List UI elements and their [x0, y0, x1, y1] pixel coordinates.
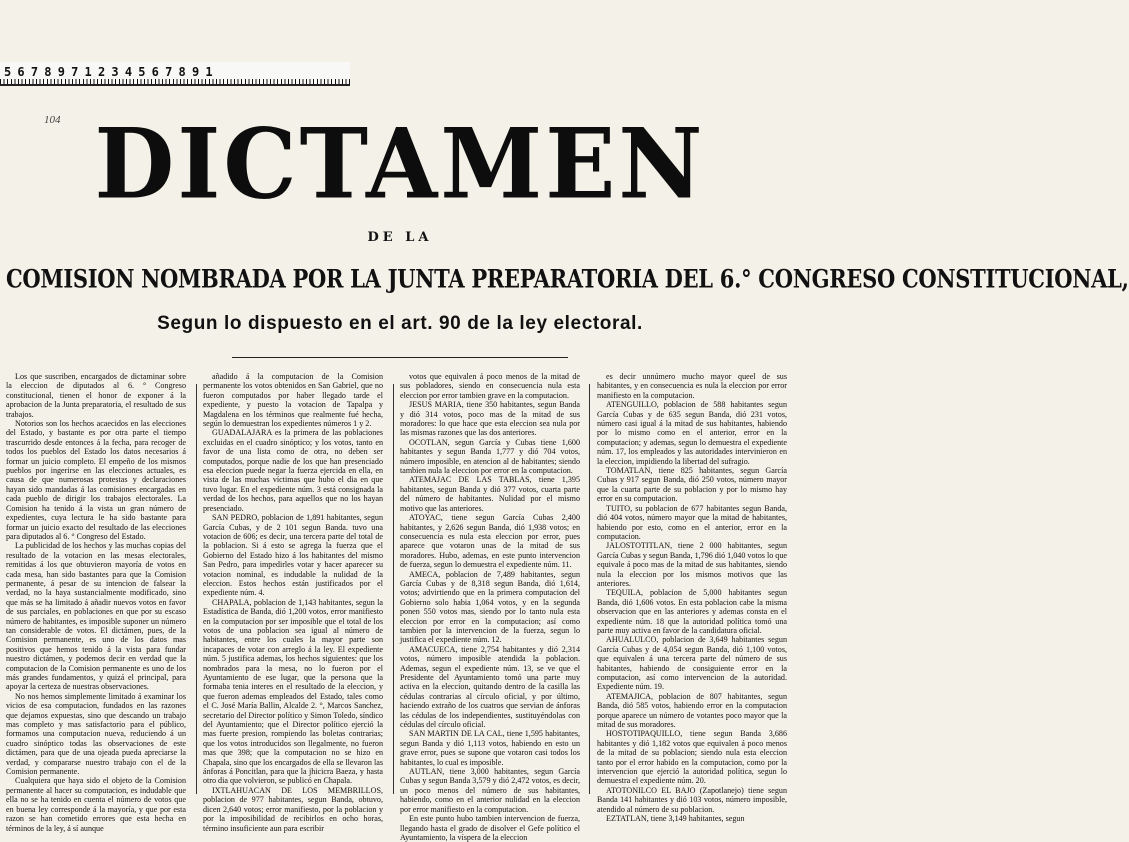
text-column-1	[6, 372, 186, 833]
paragraph: ATOYAC, tiene segun García Cubas 2,400 habitantes, y 2,626 segun Banda, dió 1,938 votos; en consecuencia es nula esta eleccion por error, pues aparece que votaron unas de la mitad de sus moradores. Hubo, ademas, en este punto intervencion de fuerza, segun lo demuestra el expediente núm. 11.	[400, 513, 580, 570]
paragraph: Notorios son los hechos acaecidos en las elecciones del Estado, y bastante es por otra parte el tiempo trascurrido desde entonces á la fecha, para recoger de todos los pueblos del Estado los datos necesarios á formar un juicio completo. El empeño de los mismos pueblos por ingerirse en las elecciones actuales, es causa de que numerosas protestas y declaraciones hayan sido mandadas á las comisiones encargadas en cada pueblo de dirigir los trabajos electorales. La Comision ha tenido á la vista un gran número de expedientes, cuya lectura le ha sido bastante para formar un juicio exacto del resultado de las elecciones para diputados al 6. ° Congreso del Estado.	[6, 419, 186, 541]
paragraph: AUTLAN, tiene 3,000 habitantes, segun García Cubas y segun Banda 3,579 y dió 2,472 votos, es decir, un poco menos del número de sus habitantes, habiendo, como en el anterior nulidad en la eleccion por error manifiesto en la computacion.	[400, 767, 580, 814]
paragraph: La publicidad de los hechos y las muchas copias del resultado de la votacion en las mesas electorales, remitidas á los que obtuvieron mayoría de votos en cada mesa, han sido bastantes para que la Comision permanente, á pesar de su intencion de falsear la verdad, no la haya sustancialmente modificado, sino que más se ha limitado á añadir nuevos votos en favor de sus parciales, en poblaciones en que por su escaso número de habitantes, es imposible suponer un número tan considerable de votos. El dictámen, pues, de la Comision permanente, es uno de los datos mas positivos que hemos tenido á la vista para fundar nuestro dictámen, y podemos decir en verdad que la computacion de la Comision permanente es uno de los más grandes fundamentos, y quizá el principal, para apoyar la certeza de nuestras observaciones.	[6, 541, 186, 692]
paragraph: TOMATLAN, tiene 825 habitantes, segun García Cubas y 917 segun Banda, dió 250 votos, número mayor que la cuarta parte de su poblacion y por lo mismo hay error en su computacion.	[597, 466, 787, 504]
paragraph: SAN PEDRO, poblacion de 1,891 habitantes, segun García Cubas, y de 2 101 segun Banda. tuvo una votacion de 606; es decir, una tercera parte del total de la poblacion. Si á esto se agrega la fuerza que el Gobierno del Estado hizo á los habitantes del mismo San Pedro, para impedirles votar y hacer aparecer su votacion nominal, es indudable la nulidad de la eleccion. Estos hechos están justificados por el expediente núm. 4.	[203, 513, 383, 598]
paragraph: es decir unnúmero mucho mayor queel de sus habitantes, y en consecuencia es nula la eleccion por error manifiesto en la computacion.	[597, 372, 787, 400]
paragraph: OCOTLAN, segun García y Cubas tiene 1,600 habitantes y segun Banda 1,777 y dió 704 votos, número imposible, en atencion al de habitantes; siendo tambien nula la eleccion por error en la computacion.	[400, 437, 580, 476]
paragraph: añadido á la computacion de la Comision permanente los votos obtenidos en San Gabriel, que no fueron computados por haber llegado tarde el expediente, y puesto la votacion de Tapalpa y Magdalena en los términos que realmente fué hecha, según lo demuestran los expedientes números 1 y 2.	[203, 372, 383, 429]
text-body	[6, 372, 792, 842]
header-divider	[232, 357, 568, 358]
paragraph: AHUALULCO, poblacion de 3,649 habitantes segun García Cubas y de 4,054 segun Banda, dió 1,100 votos, que equivalen á una tercera parte del número de sus habitantes, habiendo de consiguiente error en la computacion, así como intervencion de la autoridad. Expediente núm. 19.	[597, 635, 787, 692]
title-connector: DE LA	[367, 230, 433, 245]
text-column-3	[400, 372, 580, 842]
text-column-4	[597, 372, 787, 824]
paragraph: EZTATLAN, tiene 3,149 habitantes, segun	[606, 814, 745, 824]
commission-heading: COMISION NOMBRADA POR LA JUNTA PREPARATORIA DEL 6.° CONGRESO CONSTITUCIONAL,	[6, 263, 1129, 294]
paragraph: ATEMAJICA, poblacion de 807 habitantes, segun Banda, dió 585 votos, habiendo error en la computacion porque aparece un número de votantes poco mayor que la mitad de sus moradores.	[597, 691, 787, 730]
paragraph: JALOSTOTITLAN, tiene 2 000 habitantes, segun García Cubas y segun Banda, 1,796 dió 1,040 votos lo que equivale á poco mas de la mitad de sus habitantes, siendo nula la eleccion por los mismos motivos que las anteriores.	[597, 541, 787, 588]
paragraph: AMECA, poblacion de 7,489 habitantes, segun García Cubas y de 8,318 segun Banda, dió 1,614, votos; advirtiendo que en la primera computacion del Gobierno solo habia 1,064 votos, y en la segunda ponen 550 votos mas, siendo por lo tanto nula esta eleccion por error en la computacion; así como tambien por la intervencion de la fuerza, segun lo justifica el expediente núm. 12.	[400, 569, 580, 645]
paragraph: ATOTONILCO EL BAJO (Zapotlanejo) tiene segun Banda 141 habitantes y dió 103 votos, número imposible, atendido al número de su poblacion.	[597, 785, 787, 814]
paragraph: En este punto hubo tambien intervencion de fuerza, llegando hasta el grado de disolver el Gefe político el Ayuntamiento, la víspera de la eleccion	[400, 814, 580, 842]
document-subtitle: Segun lo dispuesto en el art. 90 de la ley electoral.	[157, 313, 643, 334]
paragraph: No nos hemos simplemente limitado á examinar los vicios de esa computacion, fundados en las razones que dejamos expuestas, sino que descando un trabajo mas completo y mas satisfactorio para el público, formamos una computacion nueva, reduciendo á un cuadro sinóptico todas las observaciones de este dictámen, para que de una ojeada pueda apreciarse la verdad, y compararse nuestro trabajo con el de la Comision permanente.	[6, 691, 186, 777]
paragraph: AMACUECA, tiene 2,754 habitantes y dió 2,314 votos, número imposible atendida la poblacion. Ademas, segun el expediente núm. 13, se ve que el Presidente del Ayuntamiento tomó una parte muy activa en la eleccion, quitando dentro de la casilla las cédulas contrarias al círculo oficial, y por último, haciendo extraño de los cuatros que servian de ánforas las cédulas de los independientes, sustituyéndolas con cédulas del círculo oficial.	[400, 644, 580, 730]
paragraph: TUITO, su poblacion de 677 habitantes segun Banda, dió 404 votos, número mayor que la mitad de habitantes, habiendo por esto, como en el anterior, error en la computacion.	[597, 503, 787, 541]
paragraph: ATEMAJAC DE LAS TABLAS, tiene 1,395 habitantes, segun Banda y dió 377 votos, cuarta parte del número de habitantes. Nulidad por el mismo motivo que las anteriores.	[400, 475, 580, 513]
document-title: DICTAMEN	[94, 107, 706, 221]
paragraph: SAN MARTIN DE LA CAL, tiene 1,595 habitantes, segun Banda y dió 1,113 votos, habiendo en esto un grave error, pues se supone que votaron casi todos los habitantes, lo cual es imposible.	[400, 729, 580, 767]
paragraph: Los que suscriben, encargados de dictaminar sobre la eleccion de diputados al 6. ° Congreso constitucional, tienen el honor de exponer á la aprobacion de la Junta preparatoria, el resultado de sus trabajos.	[6, 372, 186, 419]
measurement-ruler	[0, 62, 350, 86]
paragraph: CHAPALA, poblacion de 1,143 habitantes, segun la Estadística de Banda, dió 1,200 votos, error manifiesto en la computacion por ser imposible que el total de los votos de una poblacion sea igual al número de habitantes, entre los cuales la mayor parte son incapaces de votar con arreglo á la ley. El expediente núm. 5 justifica ademas, los hechos siguientes: que los nombrados para la mesa, no lo fueron por el Ayuntamiento de ese lugar, que la persona que la formaba tenia interes en el resultado de la eleccion, y que fueron ademas empleados del Estado, tales como el C. José María Ballin, Alcalde 2. °, Marcos Sanchez, secretario del Director político y Simon Toledo, síndico del Ayuntamiento; que el Director político ejerció la mas fuerte presion, rompiendo las boletas contrarias; que los votos introducidos son llegalmente, no fueron mas que 398; que la computacion no se hizo en Chapala, sino que los encargados de ella se llevaron las ánforas á Poncitlan, para que la jhicicra Baeza, y hasta otro dia que volvieron, se publicó en Chapala.	[203, 597, 384, 786]
paragraph: votos que equivalen á poco menos de la mitad de sus pobladores, siendo en consecuencia nula esta eleccion por error tambien grave en la computacion.	[400, 372, 580, 400]
paragraph: ATENGUILLO, poblacion de 588 habitantes segun García Cubas y de 635 segun Banda, dió 231 votos, número casi igual á la mitad de sus habitantes, habiendo por lo mismo como en el anterior, error en la computacion; y ademas, segun lo demuestra el expediente núm. 17, los empleados y las autoridades intervinieron en la eleccion, impidiendo la libertad del sufragio.	[597, 400, 787, 466]
paragraph: Cualquiera que haya sido el objeto de la Comision permanente al hacer su computacion, es indudable que ella no se ha tenido en cuenta el número de votos que en buena ley corresponde á la mayoría, y que por esta razon se han cometido errores que esta hecha en términos de la ley, á sí aunque	[6, 776, 186, 833]
ruler-digits: 5678971234567891	[4, 65, 219, 79]
paragraph: JESUS MARIA, tiene 350 habitantes, segun Banda y dió 314 votos, poco mas de la mitad de sus moradores: lo que hace que esta eleccion sea nula por las mismas razones que las dos anteriores.	[400, 400, 580, 438]
paragraph: IXTLAHUACAN DE LOS MEMBRILLOS, poblacion de 977 habitantes, segun Banda, obtuvo, dicen 2,640 votos; error manifiesto, por la poblacion y por la imposibilidad de recibirlos en ocho horas, término insuficiente aun para escribir	[203, 785, 383, 833]
margin-note: 104	[44, 114, 61, 126]
ruler-ticks	[0, 79, 350, 84]
paragraph: HOSTOTIPAQUILLO, tiene segun Banda 3,686 habitantes y dió 1,182 votos que equivalen á poco menos de la mitad de su poblacion; siendo nula esta eleccion tanto por el error habido en la computacion, como por la intervencion que ejerció la autoridad política, segun lo demuestra el expediente núm. 20.	[597, 729, 787, 786]
text-column-2	[203, 372, 384, 833]
paragraph: GUADALAJARA es la primera de las poblaciones excluidas en el cuadro sinóptico; y los votos, tanto en favor de una lista como de otra, no deben ser computados, porque nadie de los que han presenciado esa eleccion puede negar la fuerza ejercida en ella, en vista de las muchas víctimas que hubo el dia en que tuvo lugar. En el expediente núm. 3 está consignada la verdad de los hechos, para aquellos que no los hayan presenciado.	[203, 428, 383, 513]
paragraph: TEQUILA, poblacion de 5,000 habitantes segun Banda, dió 1,606 votos. En esta poblacion cabe la misma observacion que en las anteriores y ademas consta en el expediente núm. 18 que la autoridad política tomó una parte muy activa en favor de la candidatura oficial.	[597, 588, 787, 635]
